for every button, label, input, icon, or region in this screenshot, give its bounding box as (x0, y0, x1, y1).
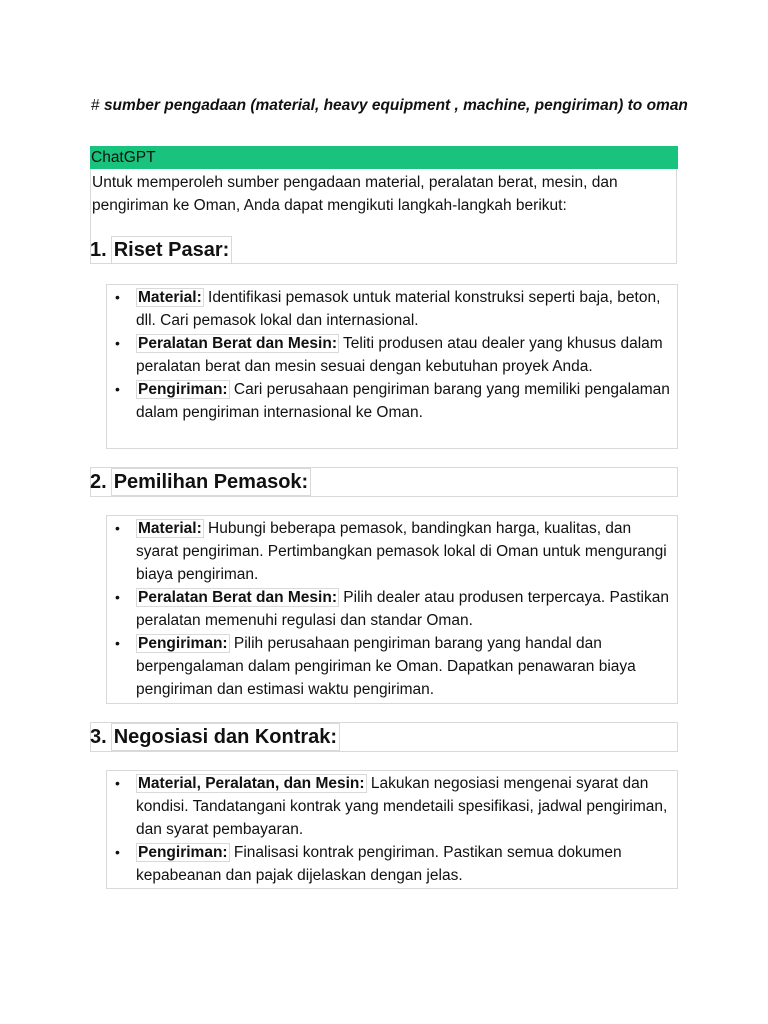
section-list-1 (106, 284, 678, 449)
section-heading-2 (90, 468, 311, 496)
bullet-icon: • (115, 381, 120, 397)
item-text: Teliti produsen atau dealer yang khusus dalam peralatan berat dan mesin sesuai dengan kebutuhan proyek Anda. (136, 335, 663, 375)
item-text: Identifikasi pemasok untuk material konstruksi seperti baja, beton, dll. Cari pemasok lokal dan internasional. (136, 289, 661, 329)
intro-text: Untuk memperoleh sumber pengadaan material, peralatan berat, mesin, dan pengiriman ke Oman, Anda dapat mengikuti langkah-langkah berikut: (92, 174, 618, 214)
list-item (107, 586, 677, 632)
section-number: 3. (90, 726, 107, 748)
section-list-3 (106, 770, 678, 889)
section-number: 2. (90, 471, 107, 493)
item-text: Finalisasi kontrak pengiriman. Pastikan semua dokumen kepabeanan dan pajak dijelaskan dengan jelas. (136, 844, 622, 884)
bullet-icon: • (115, 775, 120, 791)
section-heading-1 (90, 236, 232, 264)
chatgpt-label-bar (90, 146, 678, 169)
list-item (107, 378, 677, 424)
list-item (107, 632, 677, 701)
list-item (107, 772, 677, 841)
bullet-icon: • (115, 335, 120, 351)
item-label: Peralatan Berat dan Mesin: (138, 589, 337, 606)
bullet-icon: • (115, 289, 120, 305)
item-label: Material: (138, 520, 202, 537)
item-label: Pengiriman: (138, 381, 228, 398)
list-item (107, 286, 677, 332)
item-text: Pilih dealer atau produsen terpercaya. Pastikan peralatan memenuhi regulasi dan standar Oman. (136, 589, 669, 629)
chatgpt-label: ChatGPT (91, 149, 156, 166)
item-label: Pengiriman: (138, 844, 228, 861)
item-label: Material: (138, 289, 202, 306)
bullet-icon: • (115, 589, 120, 605)
section-title: Pemilihan Pemasok: (111, 468, 312, 496)
prompt-hash: # (91, 97, 100, 114)
list-item (107, 517, 677, 586)
section-number: 1. (90, 239, 107, 261)
section-heading-3 (90, 723, 340, 751)
user-prompt (91, 94, 691, 117)
list-item (107, 332, 677, 378)
item-label: Peralatan Berat dan Mesin: (138, 335, 337, 352)
bullet-icon: • (115, 520, 120, 536)
item-text: Hubungi beberapa pemasok, bandingkan harga, kualitas, dan syarat pengiriman. Pertimbangkan pemasok lokal di Oman untuk mengurangi biaya pengiriman. (136, 520, 667, 583)
item-text: Lakukan negosiasi mengenai syarat dan kondisi. Tandatangani kontrak yang mendetaili spesifikasi, jadwal pengiriman, dan syarat pembayaran. (136, 775, 668, 838)
section-list-2 (106, 515, 678, 704)
list-item (107, 841, 677, 887)
bullet-icon: • (115, 844, 120, 860)
item-label: Pengiriman: (138, 635, 228, 652)
item-text: Pilih perusahaan pengiriman barang yang handal dan berpengalaman dalam pengiriman ke Oman. Dapatkan penawaran biaya pengiriman dan estimasi waktu pengiriman. (136, 635, 636, 698)
section-title: Negosiasi dan Kontrak: (111, 723, 340, 751)
item-label: Material, Peralatan, dan Mesin: (138, 775, 365, 792)
item-text: Cari perusahaan pengiriman barang yang memiliki pengalaman dalam pengiriman internasional ke Oman. (136, 381, 670, 421)
bullet-icon: • (115, 635, 120, 651)
section-title: Riset Pasar: (111, 236, 233, 264)
prompt-text: sumber pengadaan (material, heavy equipment , machine, pengiriman) to oman (103, 97, 688, 114)
